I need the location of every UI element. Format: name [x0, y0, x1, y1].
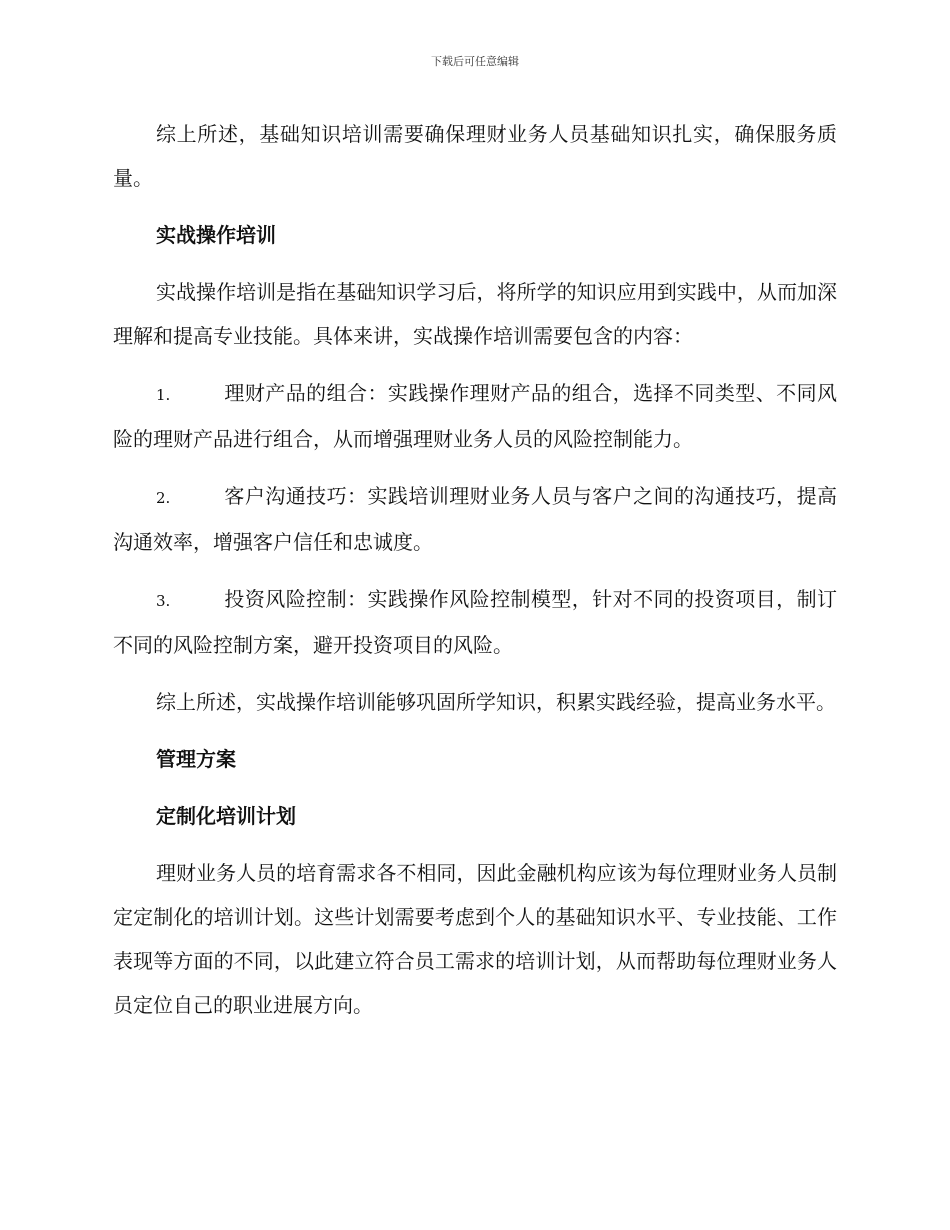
- list-number: 3.: [156, 592, 171, 610]
- list-item-text: 投资风险控制：实践操作风险控制模型，针对不同的投资项目，制订不同的风险控制方案，避开投资项目的风险。: [113, 587, 837, 657]
- paragraph-customized-plan: 理财业务人员的培育需求各不相同，因此金融机构应该为每位理财业务人员制定定制化的培训计划。这些计划需要考虑到个人的基础知识水平、专业技能、工作表现等方面的不同，以此建立符合员工需求的培训计划，从而帮助每位理财业务人员定位自己的职业进展方向。: [113, 861, 837, 1017]
- heading-practical-training: 实战操作培训: [156, 223, 276, 247]
- list-item: [113, 474, 837, 564]
- list-item: [113, 577, 837, 667]
- list-number: 2.: [156, 489, 171, 507]
- paragraph-summary-basic: 综上所述，基础知识培训需要确保理财业务人员基础知识扎实，确保服务质量。: [113, 122, 837, 190]
- list-item: [113, 371, 837, 461]
- list-number: 1.: [156, 386, 171, 404]
- list-item-text: 理财产品的组合：实践操作理财产品的组合，选择不同类型、不同风险的理财产品进行组合，从而增强理财业务人员的风险控制能力。: [113, 381, 837, 451]
- heading-customized-training: 定制化培训计划: [156, 804, 296, 828]
- paragraph-summary-practical: 综上所述，实战操作培训能够巩固所学知识，积累实践经验，提高业务水平。: [156, 690, 836, 714]
- list-item-text: 客户沟通技巧：实践培训理财业务人员与客户之间的沟通技巧，提高沟通效率，增强客户信任和忠诚度。: [113, 484, 837, 554]
- document-body: [113, 112, 837, 1040]
- paragraph-practical-intro: 实战操作培训是指在基础知识学习后，将所学的知识应用到实践中，从而加深理解和提高专业技能。具体来讲，实战操作培训需要包含的内容：: [113, 280, 837, 348]
- page-header: 下载后可任意编辑: [431, 55, 519, 68]
- heading-management-plan: 管理方案: [156, 747, 236, 771]
